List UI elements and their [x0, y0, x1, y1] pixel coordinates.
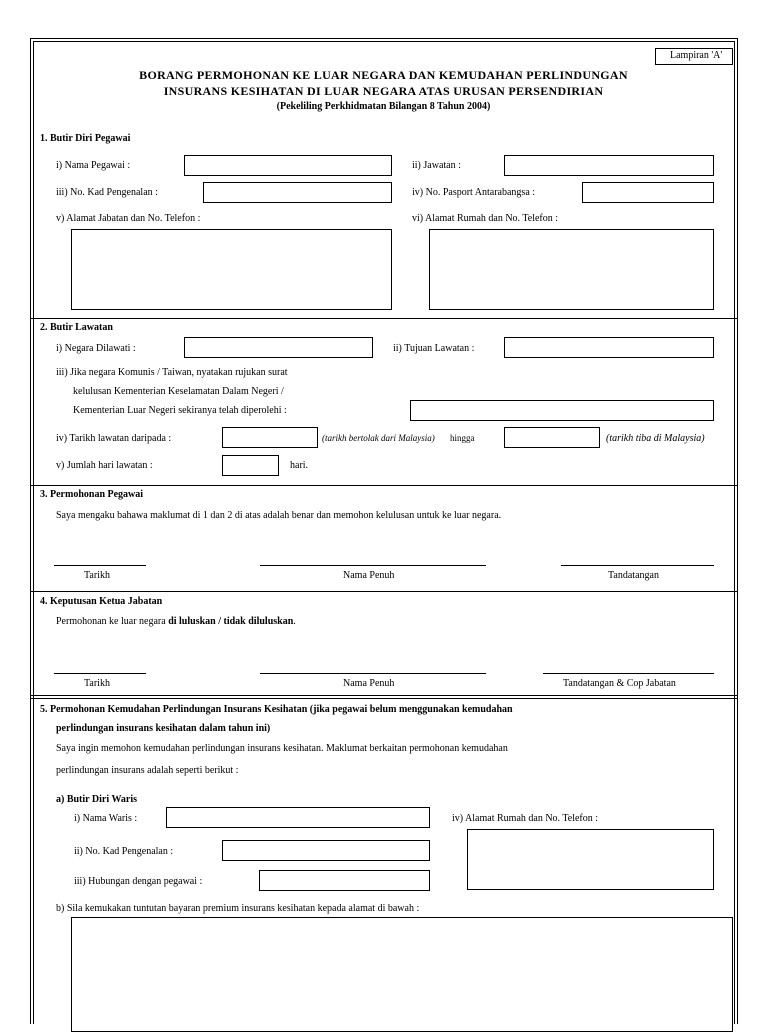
tuntutan-text: b) Sila kemukakan tuntutan bayaran premium insurans kesihatan kepada alamat di bawah :: [56, 903, 420, 914]
frame-right-inner: [734, 41, 735, 1024]
tarikh-lawatan-label: iv) Tarikh lawatan daripada :: [56, 433, 172, 444]
section1-heading: 1. Butir Diri Pegawai: [40, 133, 131, 144]
tarikh-label-3: Tarikh: [84, 570, 110, 581]
keputusan-text-c: .: [293, 616, 296, 627]
frame-right-outer: [737, 38, 738, 1024]
butir-diri-waris-heading: a) Butir Diri Waris: [56, 794, 138, 805]
nama-pegawai-field[interactable]: [184, 155, 392, 176]
section5-heading-line1: 5. Permohonan Kemudahan Perlindungan Insurans Kesihatan (jika pegawai belum menggunakan kemudahan: [40, 704, 513, 715]
nama-pegawai-label: i) Nama Pegawai :: [56, 160, 131, 171]
alamat-tuntutan-field[interactable]: [71, 917, 733, 1032]
form-title-line2: INSURANS KESIHATAN DI LUAR NEGARA ATAS URUSAN PERSENDIRIAN: [163, 84, 604, 98]
no-kp-waris-field[interactable]: [222, 840, 430, 861]
hari-label: hari.: [290, 460, 309, 471]
section-divider-2: [30, 485, 737, 486]
frame-top-inner: [33, 41, 734, 42]
tarikh-bertolak-note: (tarikh bertolak dari Malaysia): [322, 433, 435, 443]
alamat-rumah-field[interactable]: [429, 229, 714, 310]
section2-heading: 2. Butir Lawatan: [40, 322, 113, 333]
sig-line-nama-3: [260, 565, 486, 566]
sig-line-tandatangan-3: [561, 565, 714, 566]
no-kad-pengenalan-field[interactable]: [203, 182, 392, 203]
jumlah-hari-field[interactable]: [222, 455, 279, 476]
keputusan-text: [56, 616, 296, 627]
section5-heading-line2: perlindungan insurans kesihatan dalam tahun ini): [56, 723, 271, 734]
tujuan-lawatan-label: ii) Tujuan Lawatan :: [393, 343, 475, 354]
tandatangan-label-3: Tandatangan: [608, 570, 659, 581]
komunis-text-line3: Kementerian Luar Negeri sekiranya telah diperolehi :: [73, 405, 287, 416]
nama-waris-field[interactable]: [166, 807, 430, 828]
tarikh-tiba-note: (tarikh tiba di Malaysia): [606, 433, 705, 444]
keputusan-text-a: Permohonan ke luar negara: [56, 616, 169, 627]
insurans-text-line2: perlindungan insurans adalah seperti berikut :: [56, 765, 239, 776]
komunis-text-line1: iii) Jika negara Komunis / Taiwan, nyatakan rujukan surat: [56, 367, 288, 378]
nama-penuh-label-3: Nama Penuh: [343, 570, 395, 581]
komunis-text-line2: kelulusan Kementerian Keselamatan Dalam Negeri /: [73, 386, 284, 397]
sig-line-tarikh-3: [54, 565, 146, 566]
keputusan-options: di luluskan / tidak diluluskan: [168, 616, 294, 627]
jumlah-hari-label: v) Jumlah hari lawatan :: [56, 460, 153, 471]
jawatan-label: ii) Jawatan :: [412, 160, 461, 171]
section-divider-4a: [30, 695, 737, 696]
tandatangan-cop-label-4: Tandatangan & Cop Jabatan: [563, 678, 676, 689]
nama-waris-label: i) Nama Waris :: [74, 813, 138, 824]
tarikh-tiba-field[interactable]: [504, 427, 600, 448]
negara-dilawati-label: i) Negara Dilawati :: [56, 343, 136, 354]
tarikh-label-4: Tarikh: [84, 678, 110, 689]
alamat-waris-label: iv) Alamat Rumah dan No. Telefon :: [452, 813, 599, 824]
sig-line-tandatangan-4: [543, 673, 714, 674]
alamat-rumah-label: vi) Alamat Rumah dan No. Telefon :: [412, 213, 559, 224]
no-kad-pengenalan-label: iii) No. Kad Pengenalan :: [56, 187, 158, 198]
section-divider-4b: [30, 698, 737, 699]
sig-line-tarikh-4: [54, 673, 146, 674]
section4-heading: 4. Keputusan Ketua Jabatan: [40, 596, 163, 607]
alamat-jabatan-label: v) Alamat Jabatan dan No. Telefon :: [56, 213, 201, 224]
hubungan-field[interactable]: [259, 870, 430, 891]
frame-left-inner: [33, 41, 34, 1024]
negara-dilawati-field[interactable]: [184, 337, 373, 358]
hingga-label: hingga: [450, 433, 475, 443]
lampiran-label: Lampiran 'A': [670, 50, 723, 61]
frame-left-outer: [30, 38, 31, 1024]
sig-line-nama-4: [260, 673, 486, 674]
section-divider-1: [30, 318, 737, 319]
rujukan-surat-field[interactable]: [410, 400, 714, 421]
pengakuan-text: Saya mengaku bahawa maklumat di 1 dan 2 di atas adalah benar dan memohon kelulusan untuk ke luar negara.: [56, 510, 502, 521]
form-subtitle: (Pekeliling Perkhidmatan Bilangan 8 Tahun 2004): [276, 101, 491, 112]
frame-top-outer: [30, 38, 737, 39]
insurans-text-line1: Saya ingin memohon kemudahan perlindungan insurans kesihatan. Maklumat berkaitan permohonan kemudahan: [56, 743, 508, 754]
hubungan-label: iii) Hubungan dengan pegawai :: [74, 876, 203, 887]
nama-penuh-label-4: Nama Penuh: [343, 678, 395, 689]
tarikh-bertolak-field[interactable]: [222, 427, 318, 448]
jawatan-field[interactable]: [504, 155, 714, 176]
no-pasport-field[interactable]: [582, 182, 714, 203]
tujuan-lawatan-field[interactable]: [504, 337, 714, 358]
no-pasport-label: iv) No. Pasport Antarabangsa :: [412, 187, 536, 198]
section3-heading: 3. Permohonan Pegawai: [40, 489, 144, 500]
no-kp-waris-label: ii) No. Kad Pengenalan :: [74, 846, 174, 857]
alamat-waris-field[interactable]: [467, 829, 714, 890]
alamat-jabatan-field[interactable]: [71, 229, 392, 310]
form-title-line1: BORANG PERMOHONAN KE LUAR NEGARA DAN KEMUDAHAN PERLINDUNGAN: [139, 68, 628, 82]
section-divider-3: [30, 591, 737, 592]
